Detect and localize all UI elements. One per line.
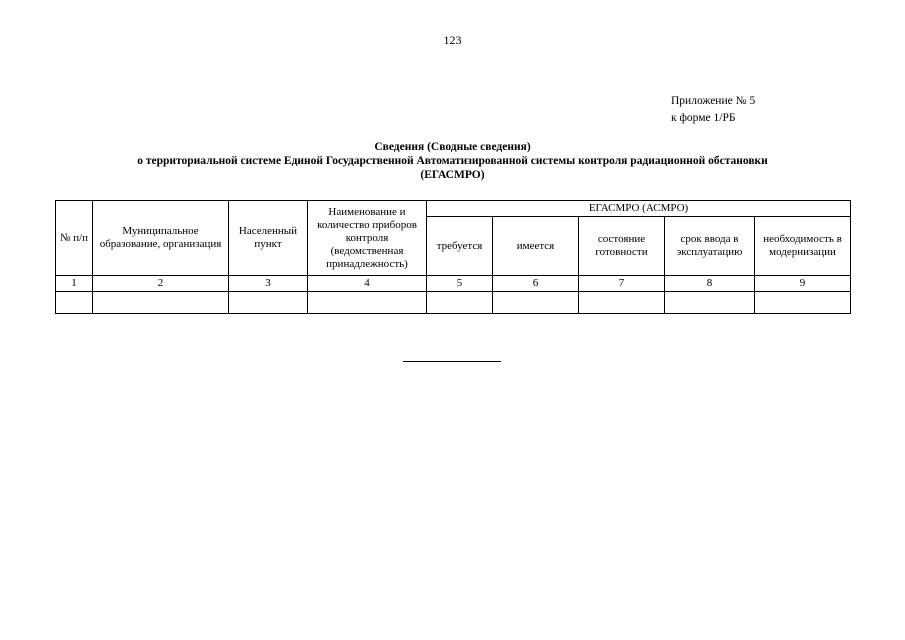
header-settlement: Населенный пункт [229, 201, 308, 276]
table-cell [665, 292, 755, 314]
document-title [0, 140, 905, 182]
table-cell [93, 292, 229, 314]
header-modernization: необходимость в модернизации [755, 217, 851, 276]
header-devices: Наименование и количество приборов контроля (ведомственная принадлежность) [308, 201, 427, 276]
col-number-8: 8 [665, 276, 755, 292]
header-egasmro-group: ЕГАСМРО (АСМРО) [427, 201, 851, 217]
closing-rule [403, 361, 501, 362]
page-number: 123 [443, 33, 462, 47]
col-number-4: 4 [308, 276, 427, 292]
table-cell [493, 292, 579, 314]
header-available: имеется [493, 217, 579, 276]
header-commissioning: срок ввода в эксплуатацию [665, 217, 755, 276]
header-num: № п/п [56, 201, 93, 276]
table-cell [308, 292, 427, 314]
col-number-3: 3 [229, 276, 308, 292]
header-row-top [56, 201, 851, 217]
header-municipality: Муниципальное образование, организация [93, 201, 229, 276]
col-number-9: 9 [755, 276, 851, 292]
title-line-2: о территориальной системе Единой Государственной Автоматизированной системы контроля радиационной обстановки [137, 155, 768, 167]
title-line-1: Сведения (Сводные сведения) [374, 141, 531, 153]
header-required: требуется [427, 217, 493, 276]
appendix-note [671, 93, 755, 127]
table-row [56, 292, 851, 314]
table-cell [579, 292, 665, 314]
title-line-3: (ЕГАСМРО) [420, 169, 485, 181]
info-table [55, 200, 851, 314]
appendix-line-2: к форме 1/РБ [671, 112, 736, 124]
column-number-row [56, 276, 851, 292]
col-number-2: 2 [93, 276, 229, 292]
col-number-7: 7 [579, 276, 665, 292]
table-cell [229, 292, 308, 314]
table-cell [427, 292, 493, 314]
col-number-1: 1 [56, 276, 93, 292]
col-number-5: 5 [427, 276, 493, 292]
table-cell [755, 292, 851, 314]
col-number-6: 6 [493, 276, 579, 292]
table-cell [56, 292, 93, 314]
header-readiness: состояние готовности [579, 217, 665, 276]
appendix-line-1: Приложение № 5 [671, 95, 756, 107]
